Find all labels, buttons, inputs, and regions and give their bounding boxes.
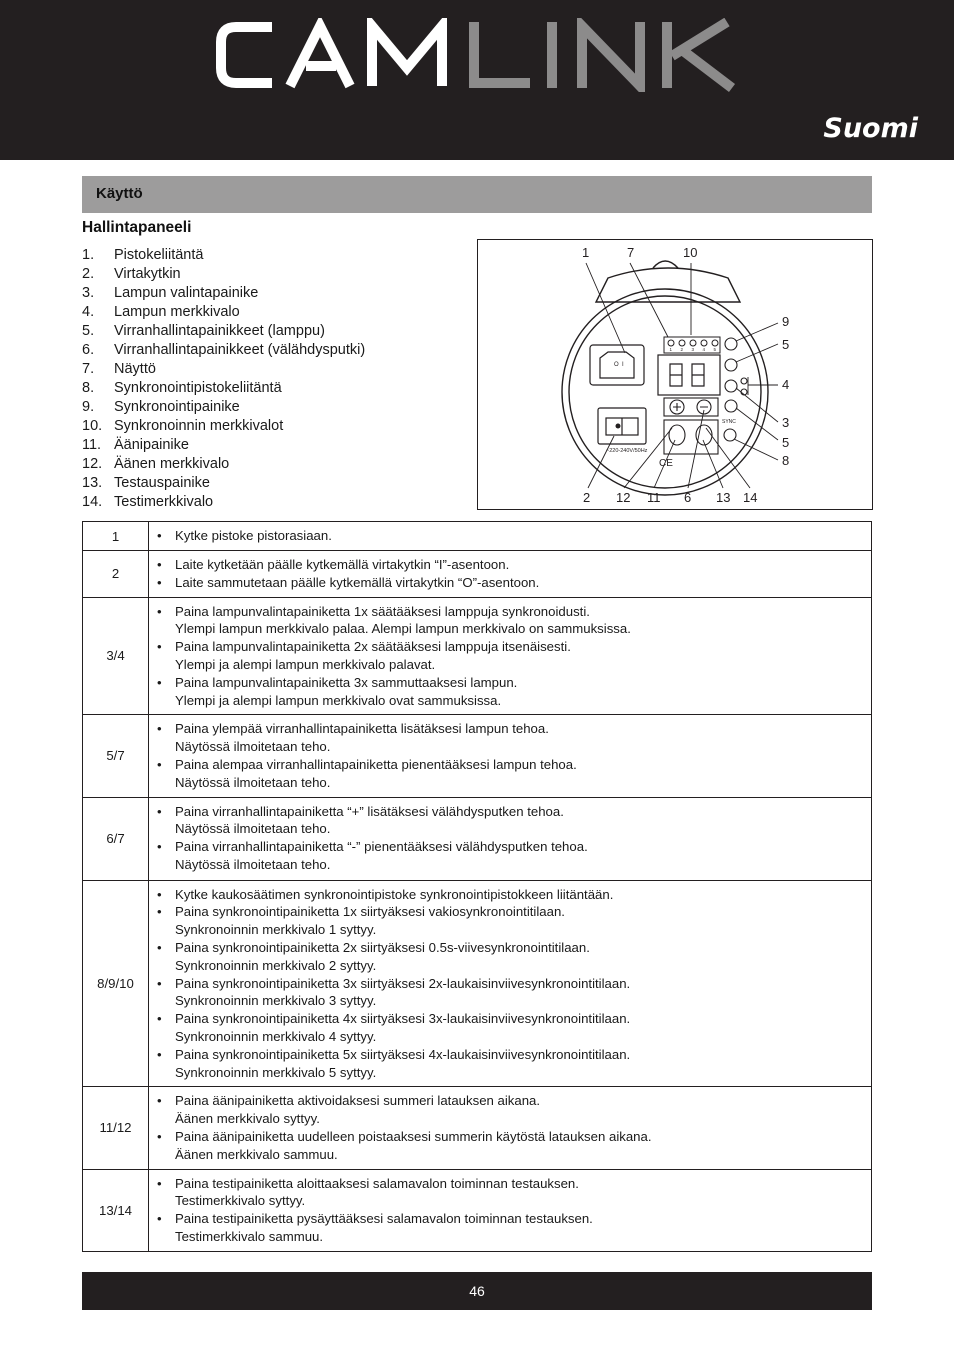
- language-label: Suomi: [823, 113, 918, 144]
- bullet-item: • Paina lampunvalintapainiketta 1x säätääksesi lamppuja synkronoidusti. Ylempi lampun merkkivalo palaa. Alempi lampun merkkivalo on sammuksissa.: [157, 603, 631, 637]
- bullet-item: • Paina synkronointipainiketta 4x siirtyäksesi 3x-laukaisinviivesynkronointitilaan. Synkronoinnin merkkivalo 4 syttyy.: [157, 1011, 631, 1044]
- bullet-item: • Paina äänipainiketta uudelleen poistaaksesi summerin käytöstä latauksen aikana. Äänen merkkivalo sammuu.: [157, 1128, 652, 1162]
- callout-11: 11: [647, 490, 661, 505]
- table-row: [83, 522, 872, 551]
- bullet-mark: •: [157, 756, 162, 772]
- callout-2: 2: [583, 490, 591, 505]
- bullet-mark: •: [157, 839, 162, 855]
- list-item: 5. Virranhallintapainikkeet (lamppu): [82, 323, 325, 339]
- list-item: 1. Pistokeliitäntä: [82, 247, 204, 263]
- switch-indicator: [616, 424, 621, 429]
- callout-5-upper: 5: [782, 337, 790, 352]
- table-row: [83, 797, 872, 880]
- bullet-mark: •: [157, 639, 162, 655]
- row-key: 13/14: [83, 1169, 149, 1251]
- bullet-item: • Paina synkronointipainiketta 1x siirtyäksesi vakiosynkronointitilaan. Synkronoinnin merkkivalo 1 syttyy.: [157, 904, 565, 938]
- bullet-mark: •: [157, 603, 162, 619]
- callout-9: 9: [782, 314, 790, 329]
- bullet-mark: •: [157, 1175, 162, 1191]
- list-item: 11. Äänipainike: [82, 437, 189, 453]
- bullet-mark: •: [157, 1093, 162, 1109]
- bullet-item: • Laite sammutetaan päälle kytkemällä virtakytkin “O”-asentoon.: [157, 574, 540, 590]
- list-item: 10. Synkronoinnin merkkivalot: [82, 418, 284, 434]
- bullet-mark: •: [157, 574, 162, 590]
- bullet-item: • Paina synkronointipainiketta 2x siirtyäksesi 0.5s-viivesynkronointitilaan. Synkronoinnin merkkivalo 2 syttyy.: [157, 939, 590, 973]
- led-number: 1: [669, 347, 673, 352]
- flash-power-buttons[interactable]: [664, 398, 718, 416]
- section-title: Käyttö: [96, 185, 143, 202]
- row-description: [149, 1169, 872, 1251]
- bullet-mark: •: [157, 975, 162, 991]
- list-item: 8. Synkronointipistokeliitäntä: [82, 380, 282, 396]
- callout-1: 1: [582, 245, 590, 260]
- row-key: 5/7: [83, 715, 149, 797]
- page-number: 46: [469, 1283, 485, 1299]
- list-item: 7. Näyttö: [82, 361, 156, 377]
- callout-13: 13: [716, 490, 731, 505]
- table-row: [83, 715, 872, 797]
- page-header: [0, 0, 954, 160]
- bullet-item: • Paina äänipainiketta aktivoidaksesi summeri latauksen aikana. Äänen merkkivalo syttyy.: [157, 1093, 541, 1127]
- operations-table: [82, 521, 872, 1252]
- page-footer: [82, 1272, 872, 1310]
- list-item: 9. Synkronointipainike: [82, 399, 240, 415]
- callout-12: 12: [616, 490, 631, 505]
- sound-test-buttons[interactable]: [664, 420, 718, 454]
- row-description: [149, 715, 872, 797]
- table-row: [83, 880, 872, 1087]
- row-key: 6/7: [83, 797, 149, 880]
- bullet-mark: •: [157, 904, 162, 920]
- list-item: 6. Virranhallintapainikkeet (välähdysputki): [82, 342, 366, 358]
- list-item: 2. Virtakytkin: [82, 266, 181, 282]
- bullet-mark: •: [157, 803, 162, 819]
- led-number: 2: [680, 347, 684, 352]
- bullet-mark: •: [157, 674, 162, 690]
- callout-10: 10: [683, 245, 698, 260]
- list-item: 13. Testauspainike: [82, 475, 210, 491]
- ce-mark: CE: [659, 458, 673, 469]
- power-switch: [598, 408, 646, 444]
- socket-mark-o: O: [614, 362, 619, 368]
- sync-label: SYNC: [722, 419, 736, 425]
- row-key: 3/4: [83, 597, 149, 715]
- panel-title: Hallintapaneeli: [82, 219, 192, 236]
- table-row: [83, 1087, 872, 1169]
- bullet-item: • Laite kytketään päälle kytkemällä virtakytkin “I”-asentoon.: [157, 557, 510, 572]
- bullet-item: • Paina ylempää virranhallintapainiketta lisätäksesi lampun tehoa. Näytössä ilmoitetaan teho.: [157, 721, 549, 755]
- section-bar: [82, 176, 872, 213]
- callout-7: 7: [627, 245, 635, 260]
- side-buttons[interactable]: [724, 338, 747, 441]
- bullet-mark: •: [157, 886, 162, 902]
- bullet-mark: •: [157, 939, 162, 955]
- row-description: [149, 1087, 872, 1169]
- bullet-item: • Paina lampunvalintapainiketta 3x sammuttaaksesi lampun. Ylempi ja alempi lampun merkkivalo ovat sammuksissa.: [157, 674, 518, 708]
- table-row: [83, 597, 872, 715]
- bullet-item: • Paina testipainiketta aloittaaksesi salamavalon toiminnan testauksen. Testimerkkivalo syttyy.: [157, 1175, 579, 1209]
- callout-numbers: [582, 245, 789, 505]
- led-number: 5: [713, 347, 717, 352]
- bullet-item: • Paina alempaa virranhallintapainiketta pienentääksesi lampun tehoa. Näytössä ilmoitetaan teho.: [157, 756, 577, 790]
- socket-mark-i: I: [622, 362, 624, 368]
- bullet-mark: •: [157, 557, 162, 572]
- control-panel-diagram: [477, 239, 873, 510]
- bullet-mark: •: [157, 528, 162, 543]
- bullet-mark: •: [157, 721, 162, 737]
- bullet-item: • Paina lampunvalintapainiketta 2x säätääksesi lamppuja itsenäisesti. Ylempi ja alempi lampun merkkivalo palavat.: [157, 639, 571, 672]
- bullet-item: • Paina synkronointipainiketta 3x siirtyäksesi 2x-laukaisinviivesynkronointitilaan. Synkronoinnin merkkivalo 3 syttyy.: [157, 975, 631, 1009]
- list-item: 3. Lampun valintapainike: [82, 285, 259, 301]
- bullet-mark: •: [157, 1046, 162, 1062]
- voltage-label: ~220-240V/50Hz: [606, 448, 648, 454]
- led-number: 3: [691, 347, 695, 352]
- bullet-item: • Paina virranhallintapainiketta “-” pienentääksesi välähdysputken tehoa. Näytössä ilmoitetaan teho.: [157, 839, 588, 872]
- row-description: [149, 522, 872, 551]
- row-description: [149, 597, 872, 715]
- row-key: 2: [83, 551, 149, 598]
- bullet-item: • Kytke pistoke pistorasiaan.: [157, 528, 332, 543]
- bullet-item: • Kytke kaukosäätimen synkronointipistoke synkronointipistokkeen liitäntään.: [157, 886, 614, 902]
- bullet-item: • Paina testipainiketta pysäyttääksesi salamavalon toiminnan testauksen. Testimerkkivalo sammuu.: [157, 1211, 593, 1244]
- list-item: 12. Äänen merkkivalo: [82, 456, 230, 472]
- callout-8: 8: [782, 453, 790, 468]
- callout-6: 6: [684, 490, 692, 505]
- table-row: [83, 551, 872, 598]
- list-item: 4. Lampun merkkivalo: [82, 304, 240, 320]
- bullet-mark: •: [157, 1128, 162, 1144]
- row-key: 1: [83, 522, 149, 551]
- row-key: 8/9/10: [83, 880, 149, 1087]
- callout-14: 14: [743, 490, 758, 505]
- row-description: [149, 880, 872, 1087]
- row-key: 11/12: [83, 1087, 149, 1169]
- table-row: [83, 1169, 872, 1251]
- bullet-mark: •: [157, 1011, 162, 1027]
- callout-4: 4: [782, 377, 790, 392]
- parts-list: [82, 246, 365, 512]
- row-description: [149, 551, 872, 598]
- camlink-logo: [212, 18, 742, 92]
- row-description: [149, 797, 872, 880]
- callout-5-lower: 5: [782, 435, 790, 450]
- bullet-mark: •: [157, 1211, 162, 1227]
- bullet-item: • Paina synkronointipainiketta 5x siirtyäksesi 4x-laukaisinviivesynkronointitilaan. Synkronoinnin merkkivalo 5 syttyy.: [157, 1046, 631, 1080]
- callout-3: 3: [782, 415, 790, 430]
- power-display: [658, 355, 720, 395]
- sync-led-numbers: [670, 347, 717, 352]
- bullet-item: • Paina virranhallintapainiketta “+” lisätäksesi välähdysputken tehoa. Näytössä ilmoitetaan teho.: [157, 803, 564, 837]
- list-item: 14. Testimerkkivalo: [82, 494, 214, 510]
- led-number: 4: [702, 347, 706, 352]
